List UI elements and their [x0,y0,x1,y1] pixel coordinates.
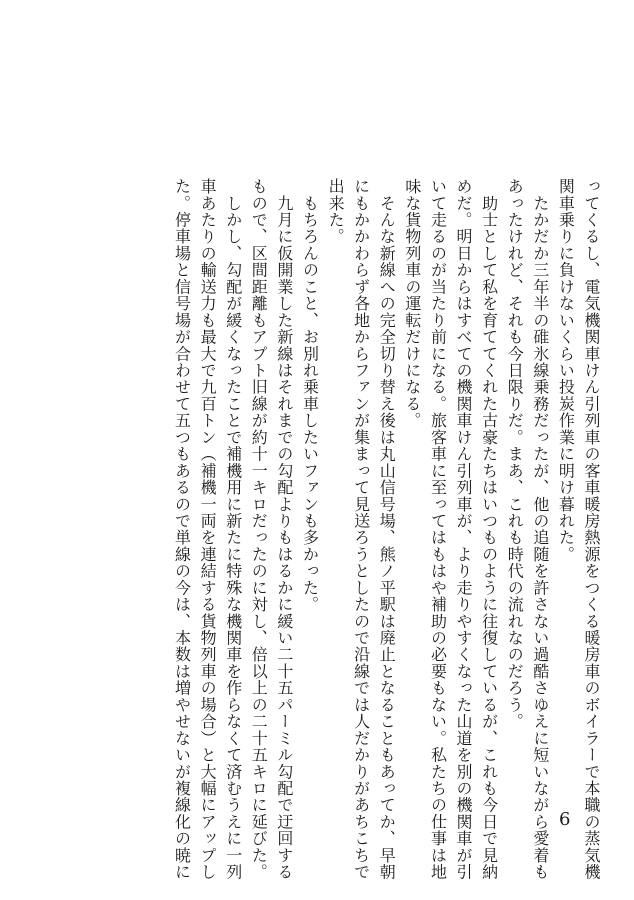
text-line: 関車乗りに負けないくらい投炭作業に明け暮れた。 [556,178,576,563]
text-line: しかし、勾配が緩くなったことで補機用に新たに特殊な機関車を作らなくて済むうえに一列 [223,178,243,881]
text-line: いて走るのが当たり前になる。旅客車に至ってはもはや補助の必要もない。私たちの仕事は地 [428,178,448,881]
text-line: 味な貨物列車の運転だけになる。 [402,178,422,429]
text-line: 助士として私を育ててくれた古豪たちはいつものように往復しているが、これも今日で見納 [479,178,499,881]
text-line: 出来た。 [326,178,346,245]
text-line: めだ。明日からはすべての機関車けん引列車が、より走りやすくなった山道を別の機関車が引 [454,178,474,881]
text-line: 九月に仮開業した新線はそれまでの勾配よりもはるかに緩い二十五パーミル勾配で迂回する [274,178,294,881]
vertical-text-body [29,178,604,881]
text-line: にもかかわらず各地からファンが集まって見送ろうとしたので沿線では人だかりがあちこちで [351,178,371,881]
text-line: たかだか三年半の碓氷線乗務だったが、他の追随を許さない過酷さゆえに短いながら愛着も [530,178,550,881]
page-number: 6 [559,809,571,830]
text-line: もちろんのこと、お別れ乗車したいファンも多かった。 [300,178,320,613]
text-line: もので、区間距離もアプト旧線が約十一キロだったのに対し、倍以上の二十五キロに延びた。 [249,178,269,881]
text-line: た。停車場と信号場が合わせて五つもあるので単線の今は、本数は増やせないが複線化の暁に [172,178,192,881]
text-line: 車あたりの輸送力も最大で九百トン（補機一両を連結する貨物列車の場合）と大幅にアップし [198,178,218,881]
text-line: あったけれど、それも今日限りだ。まあ、これも時代の流れなのだろう。 [505,178,525,730]
text-line: ってくるし、電気機関車けん引列車の客車暖房熱源をつくる暖房車のボイラーで本職の蒸気機 [582,178,601,881]
text-line: そんな新線への完全切り替え後は丸山信号場、熊ノ平駅は廃止となることもあってか、早朝 [377,178,397,881]
